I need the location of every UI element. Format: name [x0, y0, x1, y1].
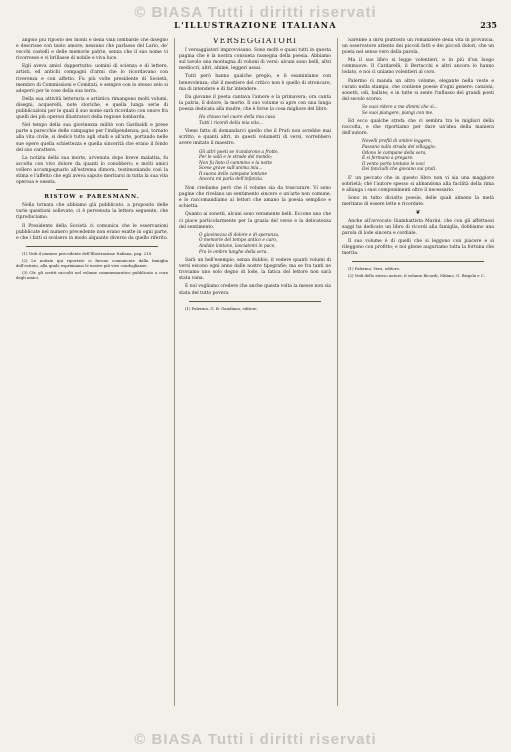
verse-block	[199, 233, 331, 255]
paragraph: angolo più riposto dei monti e della valli lombarde che disegnò e descrisse con tanto amore; nessuno che parlasse del Lario, de' vecchi castelli e delle memorie patrie, senza che il suo nome vi ricorresse e vi brillasse di nobile e viva luce.	[16, 38, 168, 62]
verse-line: Ancora mi parla dell'infanzia.	[199, 177, 264, 183]
column-divider	[337, 38, 338, 706]
paragraph: Ed ecco qualche strofa che ci sembra tra le migliori della raccolta, e che riportiamo per dare un'idea della maniera dell'autore.	[342, 119, 494, 137]
verse-block	[199, 115, 331, 126]
paragraph: Sarà un bell'esempio, senza dubbio, il vedere quanti volumi di versi escono ogni anno dalle nostre tipografie; ma se fra tanti ne troviamo uno solo degno di lode, la fatica del lettore non sarà stata vana.	[179, 258, 331, 282]
paragraph: La notizia della sua morte, avvenuta dopo breve malattia, fu accolta con vivo dolore da quanti lo conobbero; e molti amici vollero accompagnarlo all'estrema dimora, testimoniando così la stima e l'affetto che egli aveva saputo meritarsi in tutta la sua vita operosa e onesta.	[16, 155, 168, 186]
paragraph: E noi vogliamo credere che anche questa volta la messe non sia stata del tutto povera.	[179, 284, 331, 296]
verse-line: Scese grave sull'anima mia...	[199, 166, 263, 172]
footnote: (1) Palermo, G. B. Gaudiano, editore.	[185, 305, 258, 311]
footnote: (3) Cfr. gli scritti raccolti nel volume commemorativo pubblicato a cura degli amici.	[16, 270, 168, 281]
verse-line: Odono le campane della sera,	[362, 150, 427, 156]
verse-line: Se vuoi piangere, piangi con me.	[362, 110, 434, 116]
paragraph: Tutti però hanno qualche pregio, e li esaminiamo con benevolenza; ché il mestiere del critico non è quello di stroncare, ma di intendere e di far intendere.	[179, 74, 331, 92]
paragraph: I versaggiatori improvvisano. Sono molti e quasi tutti in questa pagina che è la nostra consueta rassegna della poesia. Abbiamo sul tavolo una montagna di volumi di versi: alcuni sono belli, altri mediocri, altri, ahimè, leggeri assai.	[179, 48, 331, 72]
paragraph: Sono in tutto diciotto poesie, delle quali almeno la metà meritano di essere lette e ricordate.	[342, 196, 494, 208]
column-middle	[179, 38, 331, 706]
verse-line: O memorie del tempo antico e caro,	[199, 238, 278, 244]
paragraph: Il suo volume è di quelli che si leggono con piacere e si rileggono con profitto; e noi gliene auguriamo tutta la fortuna che merita.	[342, 238, 494, 256]
paragraph: Viene fatto di domandarci quello che il Prati non avrebbe mai scritto, e quanti altri, in questi volumetti di versi, vorrebbero avere imitato il maestro.	[179, 129, 331, 147]
divider	[26, 246, 158, 247]
verse-line: Il vento porta lontano le voci	[362, 161, 425, 167]
paragraph: Nella tornata che abbiamo già pubblicato, a proposito delle varie questioni sollevate, ci è pervenuta la lettera seguente, che riproduciamo.	[16, 203, 168, 221]
verse-line: Andate lontano, lasciatemi in pace,	[199, 243, 276, 249]
divider	[352, 261, 484, 262]
verse-line: E si fermano a pregare.	[362, 156, 414, 162]
paragraph: Palermo ci manda un altro volume, elegante nella veste e curato nella stampa, che contiene poesie d'ogni genere: canzoni, sonetti, odi, ballate; e in tutte si sente l'influsso dei grandi poeti del secolo scorso.	[342, 78, 494, 102]
footnote: (2) Vedi dello stesso autore, il volume Ricordi, Milano, G. Brigola e C.	[348, 273, 485, 279]
verse-block	[199, 150, 331, 184]
paragraph: Anche all'avvocato Giambattista Marini, che con gli affettuosi saggi ha dedicato un libro di ricordi alla famiglia, dobbiamo una parola di lode sincera e cordiale.	[342, 218, 494, 236]
column-divider	[174, 38, 175, 706]
watermark-top: © BIASA Tutti i diritti riservati	[134, 4, 377, 21]
paragraph: Nel tempo della sua giovinezza militò con Garibaldi e prese parte a parecchie delle campagne per l'indipendenza; poi, tornato alla vita civile, si dedicò tutto agli studi e all'arte, portando nelle sue opere quella schiettezza e quella sincerità che erano il fondo del suo carattere.	[16, 123, 168, 153]
verse-line: Novelli profili di ombre leggere,	[362, 139, 432, 145]
verse-line: O giovinezza di dolore e di speranza,	[199, 232, 280, 238]
page-header	[14, 20, 497, 34]
paragraph: Sarebbe a dirsi piuttosto un romanziere della vita di provincia, un osservatore attento dei piccoli fatti e dei piccoli dolori, che un poeta nel senso vero della parola.	[342, 38, 494, 56]
paragraph: Quanto ai sonetti, alcuni sono veramente belli. Eccone uno che ci piace particolarmente per la grazia del verso e la delicatezza del sentimento.	[179, 212, 331, 230]
paragraph: Della sua attività letteraria e artistica rimangono molti volumi, disegni, acquerelli, note storiche, e quella lunga serie di pubblicazioni per le quali il suo nome sarà ricordato con onore fra quelli dei più operosi illustratori della regione lombarda.	[16, 96, 168, 121]
footnote: (1) Vedi il numero precedente dell'Illustrazione Italiana, pag. 210.	[22, 250, 153, 256]
paragraph: E' un peccato che in questo libro non vi sia una maggiore sobrietà; ché l'autore spesso si abbandona alla facilità della rima e allunga i suoi componimenti oltre il necessario.	[342, 175, 494, 194]
verse-line: Per le valli e le strade del mondo;	[199, 155, 273, 161]
running-title: L'ILLUSTRAZIONE ITALIANA	[174, 20, 337, 30]
verse-line: Dei fanciulli che giocano sui prati.	[362, 167, 437, 173]
paragraph: Da giovane il poeta cantava l'amore e la primavera; ora canta la patria, il dolore, la morte. Il suo volume si apre con una lunga poesia dedicata alla madre, che è forse la cosa migliore del libro.	[179, 94, 331, 112]
verse-line: Gli altri poeti se n'andarono a frotte,	[199, 149, 279, 155]
verse-line: Passano sulla strada del villaggio;	[362, 145, 436, 150]
verse-line: Ho chiuso nel cuore della mia casa	[199, 115, 276, 121]
paragraph: Non crediamo però che il volume sia da trascurare. Vi sono pagine che rivelano un sentimento sincero e un'arte non comune, e lo raccomandiamo ai lettori che amano la poesia semplice e schietta.	[179, 186, 331, 210]
article-title: VERSEGGIATORI	[212, 38, 298, 45]
paragraph: Egli aveva amici dappertutto: uomini di scienza e di lettere, artisti, ed antichi compagni d'armi che lo ricordavano con riverenza e con affetto. Fu più volte presidente di Società, membro di Commissioni e Comitati, e sempre con lo stesso zelo si adoperò per le cose della sua terra.	[16, 64, 168, 94]
page-number: 235	[480, 20, 497, 30]
verse-block	[362, 139, 494, 173]
paragraph: Ma il suo libro si legge volentieri, e in più d'un luogo commuove. Il Cardarelli, il Bertacchi e altri ancora lo hanno lodato, e noi ci uniamo volentieri al coro.	[342, 58, 494, 76]
verse-line: Fra le ombre lunghe della sera.	[199, 249, 268, 255]
divider	[189, 301, 321, 302]
verse-line: Il suono delle campane lontane	[199, 171, 268, 177]
ornament-icon: ❦	[415, 209, 421, 217]
paragraph: Il Presidente della Società ci comunica che le osservazioni pubblicate nel numero precedente non erano esatte in ogni parte, e che i fatti si svolsero in modo alquanto diverso da quello riferito.	[16, 223, 168, 241]
section-title: RISTOW e PARESMANN.	[44, 194, 140, 201]
watermark-bottom: © BIASA Tutti i diritti riservati	[134, 731, 377, 748]
column-left	[16, 38, 168, 706]
verse-block	[362, 105, 494, 116]
footnote: (1) Palermo, Vera, editore.	[348, 266, 401, 272]
divider	[56, 189, 128, 190]
footnote: (2) Le notizie qui riportate ci furono comunicate dalla famiglia dell'estinto, alla quale esprimiamo le nostre più vive condoglianze.	[16, 257, 168, 268]
column-right	[342, 38, 494, 706]
verse-line: Se vuoi ridere a me dimmi che sì...	[362, 104, 438, 110]
verse-line: Tutti i ricordi della mia vita...	[199, 120, 264, 126]
verse-line: Non fu lieto il cammino e la notte	[199, 160, 273, 166]
